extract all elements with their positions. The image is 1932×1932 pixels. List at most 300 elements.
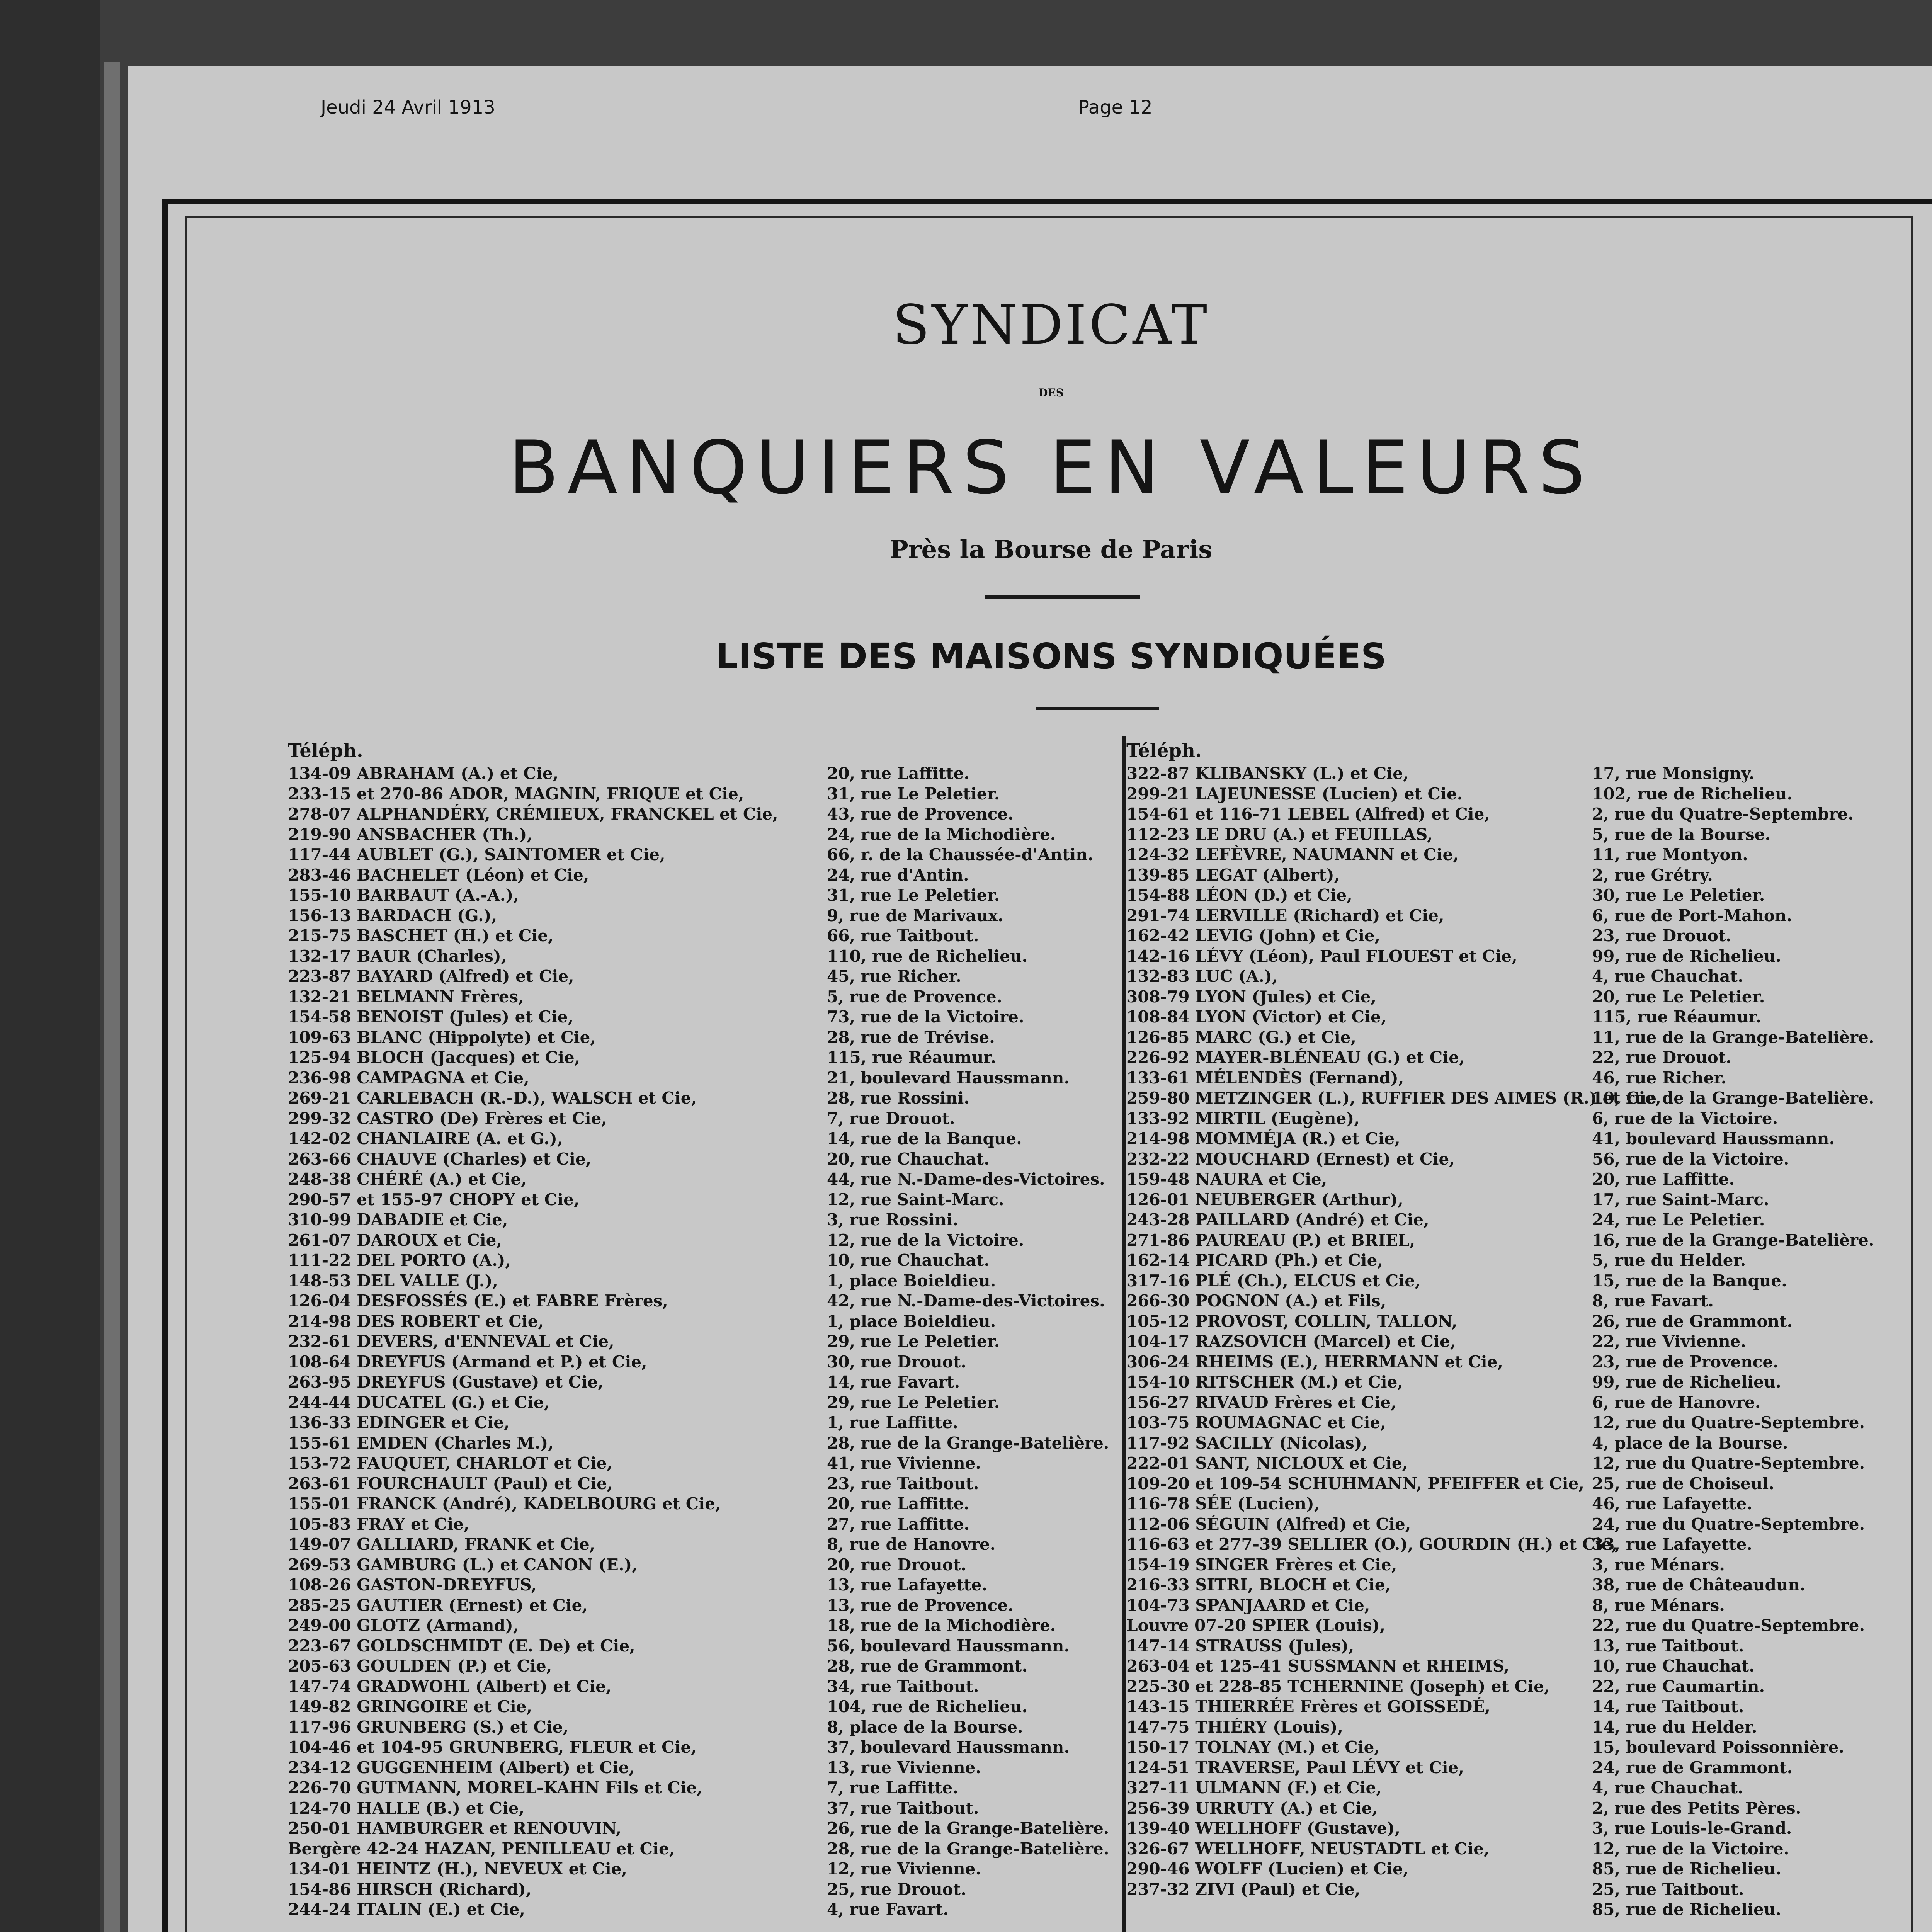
- title-syndicat: SYNDICAT: [892, 294, 1210, 357]
- entry-telephone: 154-86: [288, 1879, 351, 1899]
- entry-name: [1126, 1596, 1370, 1615]
- entry-name: [1126, 967, 1278, 986]
- entry-name: [1126, 1636, 1354, 1655]
- title-rule: [985, 595, 1140, 599]
- list-entry: [288, 764, 1119, 784]
- entry-address: 25, rue de Choiseul.: [1592, 1474, 1774, 1493]
- entry-address: 20, rue Chauchat.: [827, 1149, 990, 1168]
- entry-name: [288, 1332, 614, 1351]
- entry-firm: CHANLAIRE (A. et G.),: [357, 1129, 563, 1148]
- list-entry: [288, 1515, 1119, 1535]
- entry-firm: WELLHOFF, NEUSTADTL et Cie,: [1195, 1839, 1490, 1858]
- entry-name: [288, 1413, 510, 1432]
- entry-address: 46, rue Lafayette.: [1592, 1494, 1752, 1513]
- entry-name: [1126, 886, 1352, 905]
- entry-address: 25, rue Drouot.: [827, 1879, 966, 1899]
- entry-name: [1126, 1372, 1403, 1391]
- entry-firm: GRADWOHL (Albert) et Cie,: [357, 1677, 612, 1696]
- list-entry: [288, 1210, 1119, 1231]
- entry-firm: AUBLET (G.), SAINTOMER et Cie,: [357, 845, 665, 864]
- list-entry: [1126, 967, 1926, 987]
- entry-name: [288, 1900, 525, 1919]
- entry-name: [288, 1677, 612, 1696]
- entry-telephone: 290-46: [1126, 1859, 1190, 1878]
- list-entry: [1126, 1616, 1926, 1636]
- entry-telephone: 263-04 et 125-41: [1126, 1656, 1282, 1675]
- list-entry: [1126, 1758, 1926, 1779]
- list-entry: [1126, 1150, 1926, 1170]
- entry-telephone: 143-15: [1126, 1697, 1190, 1716]
- entry-firm: NAURA et Cie,: [1195, 1170, 1327, 1189]
- entry-firm: GRUNBERG, FLEUR et Cie,: [449, 1738, 697, 1757]
- entry-firm: DAROUX et Cie,: [357, 1230, 502, 1250]
- entry-address: 11, rue de la Grange-Batelière.: [1592, 1027, 1874, 1047]
- entry-address: 24, rue Le Peletier.: [1592, 1210, 1765, 1229]
- entry-name: [288, 1028, 596, 1047]
- entry-address: 110, rue de Richelieu.: [827, 946, 1028, 966]
- list-entry: [288, 1616, 1119, 1636]
- entry-firm: CHÉRÉ (A.) et Cie,: [357, 1170, 527, 1189]
- entry-address: 15, boulevard Poissonnière.: [1592, 1738, 1844, 1757]
- entry-name: [1126, 906, 1444, 925]
- list-entry: [1126, 1575, 1926, 1596]
- entry-name: [288, 1555, 638, 1574]
- telephone-header: Téléph.: [1126, 740, 1202, 762]
- entry-telephone: 111-22: [288, 1251, 351, 1270]
- entry-telephone: 285-25: [288, 1595, 351, 1615]
- entry-firm: TCHERNINE (Joseph) et Cie,: [1287, 1677, 1550, 1696]
- entry-telephone: 162-42: [1126, 926, 1190, 945]
- entry-firm: SCHUHMANN, PFEIFFER et Cie,: [1287, 1474, 1584, 1493]
- scan-left-edge: [0, 0, 100, 1932]
- list-entry: [288, 845, 1119, 866]
- entry-telephone: 310-99: [288, 1210, 351, 1229]
- entry-name: [1126, 1352, 1503, 1371]
- entry-telephone: 244-44: [288, 1393, 351, 1412]
- entry-telephone: 132-21: [288, 987, 351, 1006]
- list-entry: [288, 967, 1119, 987]
- list-entry: [288, 1007, 1119, 1028]
- entry-name: [288, 1454, 612, 1473]
- entry-firm: BACHELET (Léon) et Cie,: [357, 865, 589, 884]
- entry-firm: LERVILLE (Richard) et Cie,: [1195, 906, 1444, 925]
- entry-address: 14, rue Favart.: [827, 1372, 960, 1391]
- list-entry: [1126, 1393, 1926, 1413]
- entry-address: 5, rue du Helder.: [1592, 1251, 1746, 1270]
- list-entry: [1126, 1454, 1926, 1474]
- entry-name: [1126, 1413, 1386, 1432]
- entry-address: 41, rue Vivienne.: [827, 1454, 981, 1473]
- entry-telephone: 299-32: [288, 1109, 351, 1128]
- entry-firm: CARLEBACH (R.-D.), WALSCH et Cie,: [357, 1088, 697, 1107]
- entry-name: [288, 886, 519, 905]
- entry-name: [288, 1738, 697, 1757]
- entry-firm: FAUQUET, CHARLOT et Cie,: [357, 1454, 612, 1473]
- entry-name: [288, 784, 744, 803]
- entry-address: 22, rue du Quatre-Septembre.: [1592, 1616, 1865, 1635]
- entry-name: [1126, 1129, 1400, 1148]
- entry-name: [1126, 1109, 1360, 1128]
- entry-telephone: 126-85: [1126, 1027, 1190, 1047]
- entry-address: 85, rue de Richelieu.: [1592, 1900, 1781, 1919]
- entry-firm: EMDEN (Charles M.),: [357, 1433, 554, 1452]
- entry-address: 16, rue de la Grange-Batelière.: [1592, 1230, 1874, 1250]
- entry-firm: HALLE (B.) et Cie,: [357, 1798, 525, 1818]
- entry-name: [1126, 1291, 1386, 1310]
- list-entry: [1126, 1859, 1926, 1880]
- entry-firm: DES ROBERT et Cie,: [357, 1311, 544, 1331]
- entry-firm: BASCHET (H.) et Cie,: [357, 926, 554, 945]
- entry-name: [288, 1372, 604, 1391]
- entry-name: [1126, 987, 1376, 1006]
- entry-telephone: 263-61: [288, 1474, 351, 1493]
- entry-name: [288, 1535, 595, 1554]
- entry-firm: LEGAT (Albert),: [1195, 865, 1340, 884]
- entry-name: [288, 1088, 697, 1107]
- entry-telephone: 154-88: [1126, 886, 1190, 905]
- entry-address: 8, rue Favart.: [1592, 1291, 1714, 1310]
- list-entry: [1126, 1231, 1926, 1251]
- entry-address: 24, rue de Grammont.: [1592, 1758, 1793, 1777]
- entry-firm: HEINTZ (H.), NEVEUX et Cie,: [357, 1859, 628, 1878]
- entry-firm: POGNON (A.) et Fils,: [1195, 1291, 1386, 1310]
- entry-firm: ZIVI (Paul) et Cie,: [1195, 1879, 1361, 1899]
- entry-address: 28, rue de la Grange-Batelière.: [827, 1433, 1109, 1452]
- entry-name: [288, 1839, 675, 1858]
- entry-telephone: 244-24: [288, 1900, 351, 1919]
- entry-firm: THIERRÉE Frères et GOISSEDÉ,: [1195, 1697, 1490, 1716]
- entry-telephone: 271-86: [1126, 1230, 1190, 1250]
- entry-address: 31, rue Le Peletier.: [827, 886, 1000, 905]
- list-entry: [288, 1109, 1119, 1129]
- entry-name: [288, 866, 589, 884]
- list-entry: [288, 987, 1119, 1008]
- entry-address: 1, place Boieldieu.: [827, 1311, 996, 1331]
- entry-telephone: 112-23: [1126, 825, 1190, 844]
- entry-address: 99, rue de Richelieu.: [1592, 946, 1781, 966]
- entry-firm: ITALIN (E.) et Cie,: [357, 1900, 526, 1919]
- entry-address: 66, rue Taitbout.: [827, 926, 979, 945]
- entry-name: [1126, 1575, 1391, 1594]
- entry-name: [1126, 1190, 1403, 1209]
- entry-telephone: 215-75: [288, 926, 351, 945]
- entry-firm: DESFOSSÉS (E.) et FABRE Frères,: [357, 1291, 668, 1310]
- entry-telephone: 278-07: [288, 804, 351, 823]
- entry-name: [1126, 1068, 1404, 1087]
- entry-address: 104, rue de Richelieu.: [827, 1697, 1028, 1716]
- list-entry: [1126, 1109, 1926, 1129]
- entry-telephone: 326-67: [1126, 1839, 1190, 1858]
- entry-name: [1126, 1048, 1465, 1067]
- list-entry: [288, 1555, 1119, 1576]
- list-entry: [288, 866, 1119, 886]
- entry-telephone: 327-11: [1126, 1778, 1190, 1797]
- entry-telephone: 299-21: [1126, 784, 1190, 803]
- entry-telephone: 126-04: [288, 1291, 351, 1310]
- entry-firm: EDINGER et Cie,: [357, 1413, 510, 1432]
- entry-firm: LYON (Jules) et Cie,: [1195, 987, 1377, 1006]
- entry-address: 17, rue Saint-Marc.: [1592, 1190, 1769, 1209]
- entry-address: 7, rue Drouot.: [827, 1109, 955, 1128]
- list-entry: [1126, 1170, 1926, 1190]
- list-entry: [1126, 1251, 1926, 1271]
- entry-name: [288, 1048, 580, 1067]
- entry-name: [1126, 1677, 1549, 1696]
- entry-telephone: 108-26: [288, 1575, 351, 1594]
- entry-telephone: 132-17: [288, 946, 351, 966]
- entry-firm: PROVOST, COLLIN, TALLON,: [1195, 1311, 1458, 1331]
- entry-telephone: 108-84: [1126, 1007, 1190, 1026]
- entry-address: 115, rue Réaumur.: [827, 1048, 997, 1067]
- entry-name: [288, 804, 778, 823]
- entry-address: 85, rue de Richelieu.: [1592, 1859, 1781, 1878]
- entry-telephone: 226-92: [1126, 1048, 1190, 1067]
- entry-telephone: 249-00: [288, 1616, 351, 1635]
- entry-telephone: 156-13: [288, 906, 351, 925]
- entry-telephone: 308-79: [1126, 987, 1190, 1006]
- entry-firm: BAUR (Charles),: [357, 946, 507, 966]
- entry-address: 56, rue de la Victoire.: [1592, 1149, 1789, 1168]
- entry-firm: LEVIG (John) et Cie,: [1195, 926, 1381, 945]
- list-entry: [1126, 1372, 1926, 1393]
- entry-firm: FOURCHAULT (Paul) et Cie,: [357, 1474, 613, 1493]
- entry-firm: WOLFF (Lucien) et Cie,: [1195, 1859, 1409, 1878]
- list-entry: [1126, 764, 1926, 784]
- entry-telephone: 214-98: [1126, 1129, 1190, 1148]
- entry-firm: GASTON-DREYFUS,: [357, 1575, 537, 1594]
- entry-firm: GLOTZ (Armand),: [357, 1616, 519, 1635]
- list-entry: [288, 1677, 1119, 1697]
- list-entry: [288, 1088, 1119, 1109]
- entry-telephone: 136-33: [288, 1413, 351, 1432]
- entry-telephone: 233-15 et 270-86: [288, 784, 444, 803]
- list-entry: [288, 1393, 1119, 1413]
- entry-telephone: 149-07: [288, 1535, 351, 1554]
- entry-telephone: 147-74: [288, 1677, 351, 1696]
- entry-name: [288, 1778, 702, 1797]
- entry-name: [1126, 866, 1340, 884]
- list-entry: [1126, 1210, 1926, 1231]
- entry-firm: SELLIER (O.), GOURDIN (H.) et Cie,: [1287, 1535, 1617, 1554]
- entry-telephone: 104-46 et 104-95: [288, 1738, 444, 1757]
- entry-telephone: 133-92: [1126, 1109, 1190, 1128]
- entry-address: 56, boulevard Haussmann.: [827, 1636, 1070, 1655]
- entry-address: 22, rue Drouot.: [1592, 1048, 1731, 1067]
- entry-name: [1126, 1393, 1396, 1412]
- entry-name: [288, 1758, 634, 1777]
- entry-firm: ADOR, MAGNIN, FRIQUE et Cie,: [449, 784, 744, 803]
- entry-telephone: 243-28: [1126, 1210, 1190, 1229]
- entry-firm: DEL VALLE (J.),: [357, 1271, 498, 1290]
- entry-firm: MOUCHARD (Ernest) et Cie,: [1195, 1149, 1455, 1168]
- entry-firm: BENOIST (Jules) et Cie,: [357, 1007, 574, 1026]
- list-entry: [288, 886, 1119, 906]
- entry-firm: RITSCHER (M.) et Cie,: [1195, 1372, 1403, 1391]
- entry-name: [1126, 845, 1459, 864]
- entry-address: 17, rue Monsigny.: [1592, 764, 1755, 783]
- entry-name: [288, 1515, 469, 1534]
- list-entry: [1126, 1494, 1926, 1515]
- entry-name: [1126, 1028, 1356, 1047]
- entry-telephone: 232-22: [1126, 1149, 1190, 1168]
- list-entry: [288, 1068, 1119, 1089]
- entry-firm: SUSSMANN et RHEIMS,: [1287, 1656, 1510, 1675]
- list-entry: [1126, 1839, 1926, 1860]
- list-entry: [1126, 1819, 1926, 1839]
- list-entry: [288, 1312, 1119, 1332]
- list-entry: [288, 1859, 1119, 1880]
- entry-address: 4, rue Favart.: [827, 1900, 949, 1919]
- entry-address: 11, rue Montyon.: [1592, 845, 1748, 864]
- entry-name: [1126, 804, 1490, 823]
- entry-firm: TOLNAY (M.) et Cie,: [1195, 1738, 1380, 1757]
- entry-name: [1126, 1332, 1456, 1351]
- entry-telephone: 250-01: [288, 1819, 351, 1838]
- entry-telephone: 263-66: [288, 1149, 351, 1168]
- entry-firm: GUTMANN, MOREL-KAHN Fils et Cie,: [357, 1778, 702, 1797]
- entry-name: [1126, 1434, 1367, 1452]
- left-entries: [288, 764, 1119, 1920]
- entry-name: [288, 1150, 591, 1168]
- entry-name: [1126, 1555, 1397, 1574]
- list-entry: [1126, 1190, 1926, 1211]
- entry-firm: ROUMAGNAC et Cie,: [1195, 1413, 1386, 1432]
- entry-firm: LAJEUNESSE (Lucien) et Cie.: [1195, 784, 1463, 803]
- entry-name: [288, 1656, 552, 1675]
- entry-address: 42, rue N.-Dame-des-Victoires.: [827, 1291, 1105, 1310]
- entry-firm: LUC (A.),: [1195, 967, 1278, 986]
- entry-firm: WELLHOFF (Gustave),: [1195, 1819, 1401, 1838]
- title-banquiers: BANQUIERS EN VALEURS: [508, 425, 1594, 510]
- entry-name: [288, 1352, 647, 1371]
- entry-telephone: 317-16: [1126, 1271, 1190, 1290]
- entry-name: [1126, 1170, 1327, 1189]
- entry-address: 38, rue de Châteaudun.: [1592, 1575, 1806, 1594]
- entry-address: 34, rue Taitbout.: [827, 1677, 979, 1696]
- entry-address: 43, rue de Provence.: [827, 804, 1014, 823]
- entry-firm: METZINGER (L.), RUFFIER DES AIMES (R.) et Cie,: [1195, 1088, 1661, 1107]
- list-entry: [288, 1170, 1119, 1190]
- entry-telephone: 259-80: [1126, 1088, 1190, 1107]
- entry-address: 12, rue Saint-Marc.: [827, 1190, 1004, 1209]
- entry-name: [288, 1859, 627, 1878]
- entry-name: [288, 1007, 573, 1026]
- entry-name: [288, 1718, 568, 1736]
- list-entry: [1126, 1697, 1926, 1718]
- entry-name: [288, 1291, 668, 1310]
- list-entry: [288, 1636, 1119, 1657]
- entry-name: [1126, 1007, 1386, 1026]
- entry-name: [1126, 1312, 1457, 1331]
- entry-name: [1126, 1210, 1429, 1229]
- entry-address: 26, rue de la Grange-Batelière.: [827, 1819, 1109, 1838]
- list-entry: [1126, 1332, 1926, 1352]
- entry-telephone: 234-12: [288, 1758, 351, 1777]
- entry-telephone: 142-16: [1126, 946, 1190, 966]
- entry-firm: DREYFUS (Gustave) et Cie,: [357, 1372, 604, 1391]
- entry-address: 23, rue de Provence.: [1592, 1352, 1779, 1371]
- entry-address: 8, rue de Hanovre.: [827, 1535, 996, 1554]
- entry-telephone: 223-87: [288, 967, 351, 986]
- list-entry: [288, 1474, 1119, 1495]
- entry-telephone: 263-95: [288, 1372, 351, 1391]
- list-entry: [1126, 1555, 1926, 1576]
- entry-address: 45, rue Richer.: [827, 967, 962, 986]
- list-entry: [288, 1352, 1119, 1373]
- entry-firm: HAZAN, PENILLEAU et Cie,: [424, 1839, 675, 1858]
- list-entry: [288, 1494, 1119, 1515]
- entry-address: 10, rue de la Grange-Batelière.: [1592, 1088, 1874, 1107]
- entry-address: 4, rue Chauchat.: [1592, 967, 1743, 986]
- list-entry: [288, 1880, 1119, 1900]
- entry-name: [288, 1799, 524, 1818]
- list-entry: [288, 1271, 1119, 1292]
- entry-address: 20, rue Laffitte.: [1592, 1170, 1735, 1189]
- entry-firm: GALLIARD, FRANK et Cie,: [357, 1535, 595, 1554]
- entry-telephone: 155-10: [288, 886, 351, 905]
- entry-telephone: 154-19: [1126, 1555, 1190, 1574]
- entry-firm: LÉVY (Léon), Paul FLOUEST et Cie,: [1195, 946, 1517, 966]
- entry-address: 2, rue des Petits Pères.: [1592, 1798, 1801, 1818]
- entry-address: 7, rue Laffitte.: [827, 1778, 958, 1797]
- list-entry: [1126, 1900, 1926, 1920]
- entry-telephone: 126-01: [1126, 1190, 1190, 1209]
- entry-firm: ULMANN (F.) et Cie,: [1195, 1778, 1382, 1797]
- list-entry: [1126, 1007, 1926, 1028]
- book-spine: [104, 62, 120, 1932]
- entry-name: [1126, 1859, 1408, 1878]
- entry-telephone: 147-14: [1126, 1636, 1190, 1655]
- entry-firm: RAZSOVICH (Marcel) et Cie,: [1195, 1332, 1456, 1351]
- entry-name: [1126, 1251, 1383, 1270]
- entry-telephone: 117-44: [288, 845, 351, 864]
- entry-telephone: 116-78: [1126, 1494, 1190, 1513]
- entry-address: 23, rue Drouot.: [1592, 926, 1731, 945]
- entry-name: [1126, 1880, 1360, 1899]
- entry-name: [288, 825, 532, 844]
- list-entry: [1126, 1799, 1926, 1819]
- list-entry: [288, 1778, 1119, 1799]
- entry-telephone: 108-64: [288, 1352, 351, 1371]
- list-entry: [288, 1758, 1119, 1779]
- entry-firm: KLIBANSKY (L.) et Cie,: [1195, 764, 1409, 783]
- entry-firm: HAMBURGER et RENOUVIN,: [357, 1819, 622, 1838]
- entry-telephone: 134-09: [288, 764, 351, 783]
- entry-telephone: 216-33: [1126, 1575, 1190, 1594]
- entry-firm: BARDACH (G.),: [357, 906, 497, 925]
- entry-name: [288, 1312, 544, 1331]
- list-entry: [1126, 1636, 1926, 1657]
- entry-firm: STRAUSS (Jules),: [1195, 1636, 1354, 1655]
- entry-name: [288, 1129, 563, 1148]
- entry-address: 12, rue de la Victoire.: [1592, 1839, 1789, 1858]
- entry-firm: PAILLARD (André) et Cie,: [1195, 1210, 1429, 1229]
- entry-firm: RHEIMS (E.), HERRMANN et Cie,: [1195, 1352, 1503, 1371]
- list-entry: [288, 1251, 1119, 1271]
- entry-address: 3, rue Louis-le-Grand.: [1592, 1819, 1792, 1838]
- entry-telephone: 154-61 et 116-71: [1126, 804, 1282, 823]
- entry-name: [288, 1494, 721, 1513]
- entry-address: 14, rue du Helder.: [1592, 1717, 1757, 1736]
- list-entry: [1126, 1048, 1926, 1068]
- entry-telephone: 237-32: [1126, 1879, 1190, 1899]
- entry-telephone: 104-73: [1126, 1595, 1190, 1615]
- entry-name: [288, 1819, 621, 1838]
- entry-name: [288, 1636, 635, 1655]
- entry-name: [288, 947, 507, 966]
- entry-telephone: 132-83: [1126, 967, 1190, 986]
- entry-firm: LE DRU (A.) et FEUILLAS,: [1195, 825, 1433, 844]
